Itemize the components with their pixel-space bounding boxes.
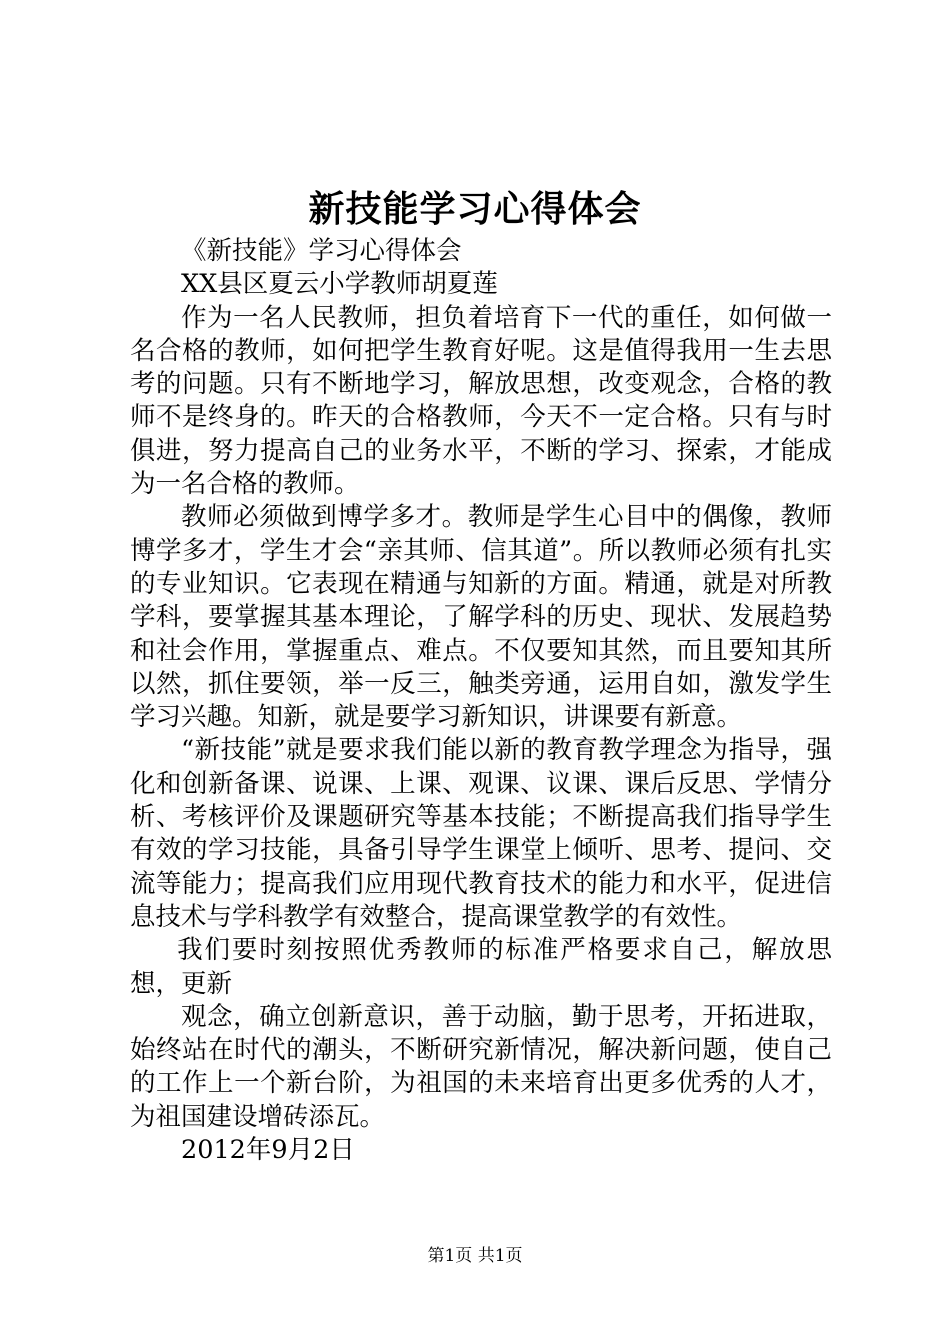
date-line: 2012年9月2日: [181, 1135, 355, 1166]
document-body: [130, 235, 832, 1167]
subtitle-line: 《新技能》学习心得体会: [181, 236, 462, 266]
author-line: XX县区夏云小学教师胡夏莲: [181, 269, 498, 300]
page-footer: 第1页 共1页: [427, 1246, 523, 1266]
document-title: 新技能学习心得体会: [308, 188, 642, 230]
paragraph-1: 作为一名人民教师，担负着培育下一代的重任，如何做一名合格的教师，如何把学生教育好呢。这是值得我用一生去思考的问题。只有不断地学习，解放思想，改变观念，合格的教师不是终身的。昨天的合格教师，今天不一定合格。只有与时俱进，努力提高自己的业务水平，不断的学习、探索，才能成为一名合格的教师。: [130, 302, 832, 500]
paragraph-3: “新技能”就是要求我们能以新的教育教学理念为指导，强化和创新备课、说课、上课、观课、议课、课后反思、学情分析、考核评价及课题研究等基本技能；不断提高我们指导学生有效的学习技能，具备引导学生课堂上倾听、思考、提问、交流等能力；提高我们应用现代教育技术的能力和水平，促进信息技术与学科教学有效整合，提高课堂教学的有效性。: [130, 735, 832, 932]
paragraph-5: 观念，确立创新意识，善于动脑，勤于思考，开拓进取，始终站在时代的潮头，不断研究新情况，解决新问题，使自己的工作上一个新台阶，为祖国的未来培育出更多优秀的人才，为祖国建设增砖添瓦。: [130, 1001, 832, 1132]
paragraph-4: 我们要时刻按照优秀教师的标准严格要求自己，解放思想，更新: [130, 935, 832, 999]
paragraph-2: 教师必须做到博学多才。教师是学生心目中的偶像，教师博学多才，学生才会“亲其师、信其道”。所以教师必须有扎实的专业知识。它表现在精通与知新的方面。精通，就是对所教学科，要掌握其基本理论，了解学科的历史、现状、发展趋势和社会作用，掌握重点、难点。不仅要知其然，而且要知其所以然，抓住要领，举一反三，触类旁通，运用自如，激发学生学习兴趣。知新，就是要学习新知识，讲课要有新意。: [130, 502, 832, 733]
